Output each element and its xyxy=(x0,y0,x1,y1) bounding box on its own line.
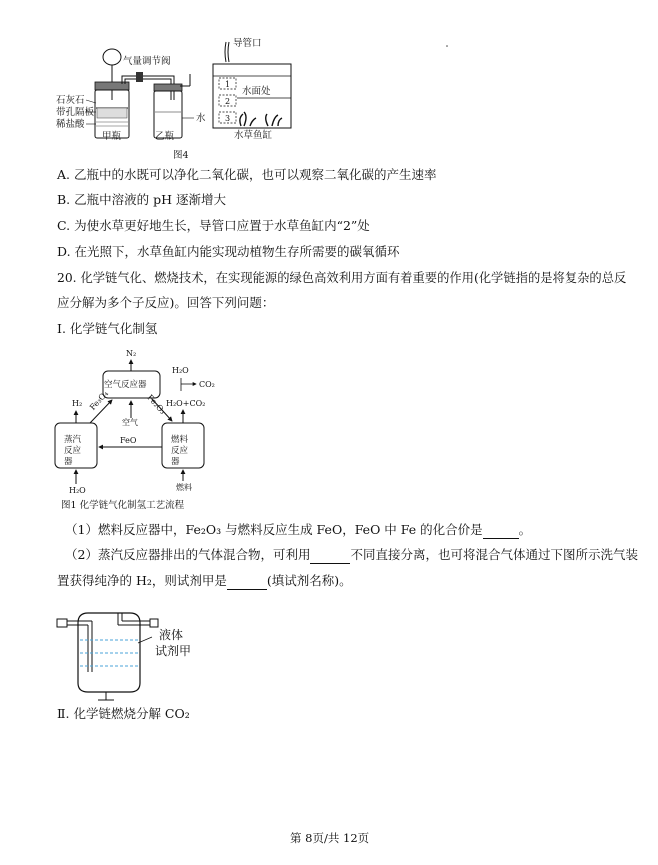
fe2o3-label: Fe₂O₃ xyxy=(145,393,168,416)
fuel-input-label: 燃料 xyxy=(176,483,192,492)
fuel-reactor-label: 燃料反应器 xyxy=(171,435,189,467)
air-reactor-label: 空气反应器 xyxy=(104,380,147,390)
sub-question-2-text-2: 不同直接分离，也可将混合气体通过下图所示洗气装 xyxy=(350,547,638,562)
bottle-b-label: 乙瓶 xyxy=(155,131,175,142)
figure-1-caption: 图1 化学链气化制氢工艺流程 xyxy=(61,500,185,511)
h2o-top-label: H₂O xyxy=(172,366,189,375)
h2o-co2-label: H₂O+CO₂ xyxy=(166,399,206,408)
section-1-heading: Ⅰ. 化学链气化制氢 xyxy=(57,321,158,336)
n2-label: N₂ xyxy=(126,349,137,358)
gas-valve-label: 气量调节阀 xyxy=(123,56,171,67)
option-a: A. 乙瓶中的水既可以净化二氧化碳，也可以观察二氧化碳的产生速率 xyxy=(57,167,437,182)
question-20-line-1: 20. 化学链气化、燃烧技术，在实现能源的绿色高效利用方面有着重要的作用(化学链指的是将复杂的总反 xyxy=(57,271,627,285)
position-3-label: 3 xyxy=(225,114,231,123)
section-2-heading: Ⅱ. 化学链燃烧分解 CO₂ xyxy=(57,706,190,721)
option-c: C. 为使水草更好地生长，导管口应置于水草鱼缸内“2”处 xyxy=(57,218,370,233)
feo-label: FeO xyxy=(120,436,137,445)
sub-question-2-text-3: 置获得纯净的 H₂，则试剂甲是 xyxy=(57,573,227,588)
position-2-label: 2 xyxy=(225,97,231,106)
option-d: D. 在光照下，水草鱼缸内能实现动植物生存所需要的碳氧循环 xyxy=(57,244,400,259)
sub-question-1-text: （1）燃料反应器中，Fe₂O₃ 与燃料反应生成 FeO，FeO 中 Fe 的化合价是 xyxy=(65,522,483,537)
fe3o4-label: Fe₃O₄ xyxy=(88,389,110,413)
sub-question-2-text-4: (填试剂名称)。 xyxy=(266,573,352,588)
water-label: 水 xyxy=(196,113,206,124)
steam-reactor-label: 蒸汽反应器 xyxy=(64,435,82,467)
scrubber-reagent-label: 试剂甲 xyxy=(155,644,192,658)
perforated-plate-label: 带孔隔板 xyxy=(56,107,95,118)
option-b: B. 乙瓶中溶液的 pH 逐渐增大 xyxy=(57,192,226,207)
air-input-label: 空气 xyxy=(122,418,138,427)
scrubber-liquid-label: 液体 xyxy=(159,628,184,642)
page-footer: 第 8页/共 12页 xyxy=(290,831,370,845)
pipe-outlet-label: 导管口 xyxy=(233,38,262,49)
dilute-hcl-label: 稀盐酸 xyxy=(56,119,85,130)
h2o-bottom-label: H₂O xyxy=(69,486,86,495)
position-1-label: 1 xyxy=(225,80,231,89)
water-surface-label: 水面处 xyxy=(242,86,271,97)
limestone-label: 石灰石 xyxy=(56,95,85,106)
h2-label: H₂ xyxy=(72,399,83,408)
figure-4-caption: 图4 xyxy=(173,150,189,161)
co2-label: CO₂ xyxy=(199,380,215,389)
question-20-line-2: 应分解为多个子反应)。回答下列问题： xyxy=(57,295,275,310)
tank-label: 水草鱼缸 xyxy=(234,130,273,141)
sub-question-1-end: 。 xyxy=(518,522,532,537)
sub-question-2-text: （2）蒸汽反应器排出的气体混合物，可利用 xyxy=(65,547,311,562)
bottle-a-label: 甲瓶 xyxy=(102,131,122,142)
